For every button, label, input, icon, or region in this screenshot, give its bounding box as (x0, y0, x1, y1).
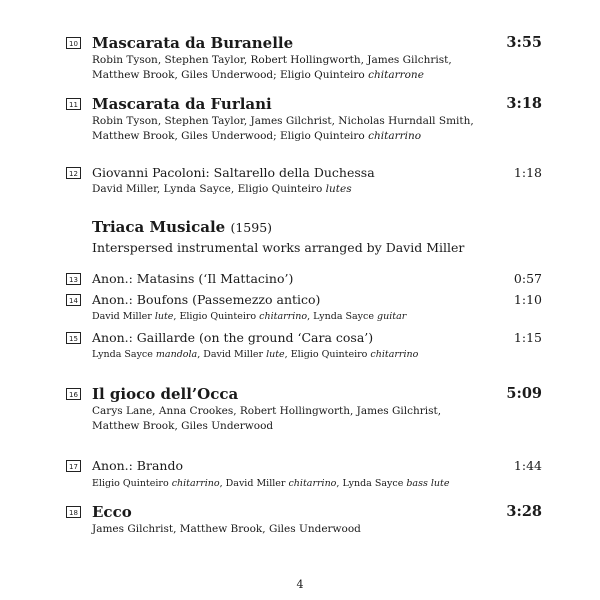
track-number: 13 (66, 273, 81, 285)
instrument: lute (266, 349, 285, 360)
track-duration: 1:15 (513, 330, 542, 345)
track-title: Anon.: Gaillarde (on the ground ‘Cara cosa’) (92, 330, 374, 345)
track-duration: 3:28 (506, 503, 542, 520)
track-number: 15 (66, 332, 81, 344)
instrument: chitarrino (259, 311, 308, 322)
instrument: mandola (155, 349, 198, 360)
instrument: chitarrino (288, 478, 337, 489)
track-number: 14 (66, 294, 81, 306)
page-number: 4 (296, 578, 304, 591)
track-title: Anon.: Boufons (Passemezzo antico) (92, 292, 321, 307)
track-number: 18 (66, 506, 81, 518)
track-duration: 1:18 (513, 165, 542, 180)
instrument: bass lute (406, 478, 450, 489)
track-duration: 1:44 (513, 458, 542, 473)
instrument: chitarrino (171, 478, 220, 489)
track-performers: Eligio Quinteiro chitarrino, David Miller chitarrino, Lynda Sayce bass lute (92, 478, 450, 489)
track-duration: 5:09 (506, 385, 542, 402)
track-performers: Robin Tyson, Stephen Taylor, James Gilchrist, Nicholas Hurndall Smith, Matthew Brook, Giles Underwood; Eligio Quinteiro chitarrino (92, 115, 474, 142)
track-number: 10 (66, 37, 81, 49)
track-duration: 1:10 (513, 292, 542, 307)
track-duration: 3:18 (506, 95, 542, 112)
track-performers: Carys Lane, Anna Crookes, Robert Hollingworth, James Gilchrist, Matthew Brook, Giles Underwood (92, 405, 442, 432)
track-number: 17 (66, 460, 81, 472)
track-performers: Robin Tyson, Stephen Taylor, Robert Hollingworth, James Gilchrist, Matthew Brook, Giles Underwood; Eligio Quinteiro chitarrone (92, 54, 452, 81)
instrument: lute (154, 311, 174, 322)
track-title: Anon.: Matasins (‘Il Mattacino’) (92, 271, 294, 286)
track-number: 11 (66, 98, 81, 110)
track-title: Ecco (92, 503, 132, 521)
track-number: 12 (66, 167, 81, 179)
track-performers: Lynda Sayce mandola, David Miller lute, Eligio Quinteiro chitarrino (92, 349, 419, 360)
track-title: Anon.: Brando (92, 458, 184, 473)
track-number: 16 (66, 388, 81, 400)
track-performers: David Miller, Lynda Sayce, Eligio Quinteiro lutes (92, 183, 352, 195)
track-title: Mascarata da Buranelle (92, 34, 294, 52)
instrument: chitarrone (368, 69, 424, 81)
instrument: guitar (377, 311, 407, 322)
track-duration: 0:57 (513, 271, 542, 286)
section-year: (1595) (230, 220, 273, 235)
track-title: Mascarata da Furlani (92, 95, 272, 113)
instrument: chitarrino (368, 130, 422, 142)
track-duration: 3:55 (506, 34, 542, 51)
section-subtitle: Interspersed instrumental works arranged by David Miller (92, 240, 465, 255)
section-title: Triaca Musicale (1595) (92, 218, 273, 236)
track-performers: David Miller lute, Eligio Quinteiro chitarrino, Lynda Sayce guitar (92, 311, 407, 322)
track-title: Il gioco dell’Occa (92, 385, 239, 403)
track-title: Giovanni Pacoloni: Saltarello della Duchessa (92, 165, 375, 180)
instrument: chitarrino (370, 349, 419, 360)
track-performers: James Gilchrist, Matthew Brook, Giles Underwood (92, 523, 361, 535)
instrument: lutes (325, 183, 352, 195)
